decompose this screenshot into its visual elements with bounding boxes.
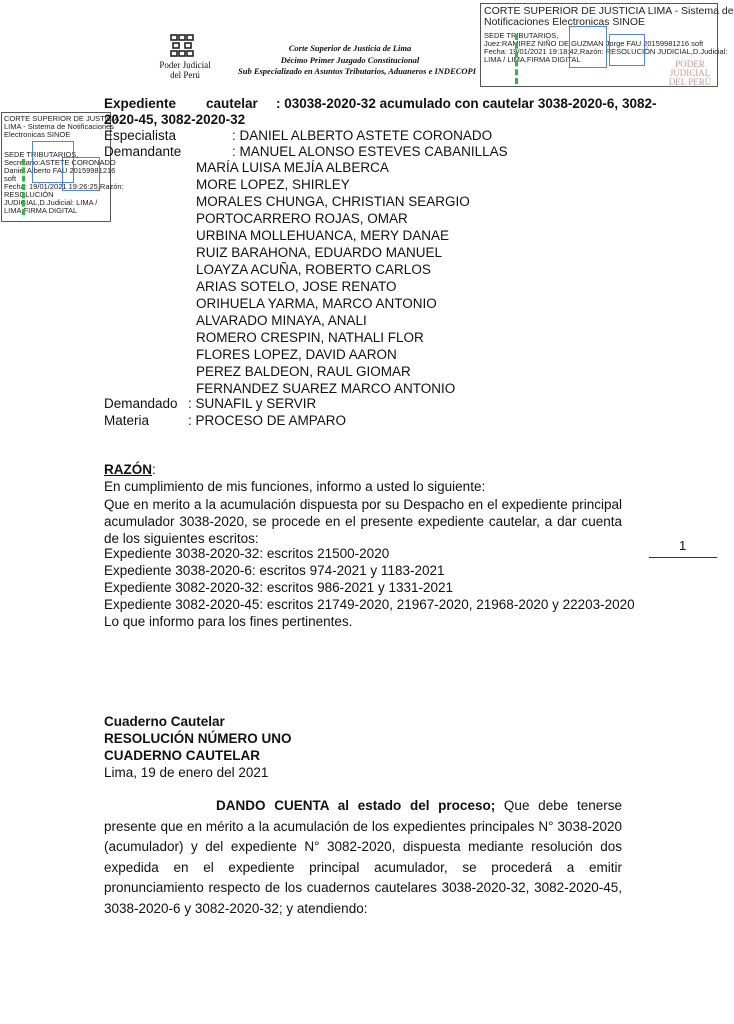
digital-signature-stamp-judge — [480, 3, 734, 87]
expediente-value-cont: 2020-45, 3082-2020-32 — [104, 112, 246, 127]
razon-item: Expediente 3038-2020-32: escritos 21500-2020 — [104, 546, 390, 561]
materia-value: : PROCESO DE AMPARO — [188, 413, 347, 428]
resolucion-lead: DANDO CUENTA al estado del proceso; — [216, 798, 496, 813]
cuaderno-label: Cuaderno Cautelar — [104, 714, 225, 729]
stamp-line1: CORTE SUPERIOR DE JUSTICIA LIMA - Sistema de — [484, 5, 734, 17]
list-item: MARÍA LUISA MEJÍA ALBERCA — [196, 160, 389, 175]
resolucion-title: RESOLUCIÓN NÚMERO UNO — [104, 731, 292, 746]
court-subdivision: Sub Especializado en Asuntos Tributarios, Aduaneros e INDECOPI — [238, 66, 477, 76]
stamp-watermark-text: PODER JUDICIAL DEL PERÚ — [668, 59, 712, 87]
stamp-left-line5: Secretario:ASTETE CORONADO — [4, 158, 116, 167]
razon-intro: En cumplimiento de mis funciones, informo a usted lo siguiente: — [104, 479, 486, 494]
stamp-line5: Fecha: 19/01/2021 19:18:42,Razón: RESOLUCIÓN JUDICIAL,D.Judicial: — [484, 47, 728, 56]
court-name: Corte Superior de Justicia de Lima — [288, 43, 412, 53]
list-item: MORALES CHUNGA, CHRISTIAN SEARGIO — [196, 194, 470, 209]
list-item: PORTOCARRERO ROJAS, OMAR — [196, 211, 408, 226]
resolucion-body — [104, 796, 622, 919]
list-item: RUIZ BARAHONA, EDUARDO MANUEL — [196, 245, 443, 260]
stamp-left-line2: LIMA - Sistema de Notificaciones — [4, 122, 115, 131]
list-item: URBINA MOLLEHUANCA, MERY DANAE — [196, 228, 450, 243]
razon-colon: : — [152, 462, 156, 477]
poder-judicial-emblem-icon — [170, 34, 200, 58]
stamp-watermark-frame — [609, 34, 645, 66]
digital-signature-stamp-secretary — [1, 112, 124, 222]
stamp-left-line1: CORTE SUPERIOR DE JUSTICIA — [4, 114, 120, 123]
resolucion-body-text: Que debe tenerse presente que en mérito a la acumulación de los expedientes principales N° 3038-2020 (acumulador) y del expediente N° 3082-2020, dispuesta mediante resolución dos expedida en el expediente principal acumulador, se procederá a emitir pronunciamiento respecto de los cuadernos cautelares 3038-2020-32, 3082-2020-45, 3038-2020-6 y 3082-2020-32; y atendiendo: — [104, 798, 622, 916]
razon-item: Expediente 3038-2020-6: escritos 974-2021 y 1183-2021 — [104, 563, 445, 578]
demandado-value: : SUNAFIL y SERVIR — [188, 396, 317, 411]
demandado-label: Demandado — [104, 396, 178, 411]
court-division: Décimo Primer Juzgado Constitucional — [280, 55, 420, 65]
stamp-watermark-line — [22, 159, 25, 215]
especialista-value: : DANIEL ALBERTO ASTETE CORONADO — [232, 128, 493, 143]
stamp-left-line6: Daniel Alberto FAU 20159981216 — [4, 166, 116, 175]
list-item: ARIAS SOTELO, JOSE RENATO — [196, 279, 397, 294]
cuaderno-title: CUADERNO CAUTELAR — [104, 748, 260, 763]
stamp-left-line4: SEDE TRIBUTARIOS, — [4, 150, 79, 159]
list-item: FLORES LOPEZ, DAVID AARON — [196, 347, 397, 362]
stamp-watermark-frame — [62, 157, 100, 191]
logo-line2: del Perú — [170, 70, 200, 80]
stamp-left-line10: JUDICIAL,D.Judicial: LIMA / — [4, 198, 98, 207]
list-item: LOAYZA ACUÑA, ROBERTO CARLOS — [196, 262, 431, 277]
list-item: PEREZ BALDEON, RAUL GIOMAR — [196, 364, 411, 379]
stamp-watermark-frame — [569, 26, 607, 68]
list-item: FERNANDEZ SUAREZ MARCO ANTONIO — [196, 381, 456, 396]
especialista-label: Especialista — [104, 128, 177, 143]
stamp-line2: Notificaciones Electronicas SINOE — [484, 16, 646, 28]
demandante-value: : MANUEL ALONSO ESTEVES CABANILLAS — [232, 144, 508, 159]
razon-paragraph: Que en merito a la acumulación dispuesta por su Despacho en el expediente principal acumulador 3038-2020, se procede en el presente expediente cautelar, a dar cuenta de los siguientes escritos: — [104, 497, 622, 546]
poder-judicial-logo — [160, 34, 210, 82]
materia-label: Materia — [104, 413, 150, 428]
razon-closing: Lo que informo para los fines pertinentes. — [104, 614, 353, 629]
logo-line1: Poder Judicial — [159, 60, 211, 70]
stamp-left-line11: LIMA,FIRMA DIGITAL — [4, 206, 78, 215]
stamp-left-line3: Electronicas SINOE — [4, 130, 71, 139]
stamp-left-line9: RESOLUCIÓN — [4, 190, 54, 199]
resolucion-date: Lima, 19 de enero del 2021 — [104, 765, 269, 780]
stamp-line3: SEDE TRIBUTARIOS, — [484, 31, 559, 40]
expediente-label: Expediente cautelar — [104, 96, 258, 111]
expediente-value: : 03038-2020-32 acumulado con cautelar 3038-2020-6, 3082- — [276, 96, 657, 111]
stamp-watermark-line — [515, 34, 518, 84]
stamp-left-line7: soft — [4, 174, 17, 183]
razon-heading — [104, 462, 156, 478]
list-item: ORIHUELA YARMA, MARCO ANTONIO — [196, 296, 437, 311]
stamp-left-line8: Fecha: 19/01/2021 19:26:25,Razón: — [4, 182, 124, 191]
page-number: 1 — [679, 538, 687, 553]
page-number-rule — [649, 557, 717, 558]
list-item: ROMERO CRESPIN, NATHALI FLOR — [196, 330, 424, 345]
stamp-line6: LIMA / LIMA,FIRMA DIGITAL — [484, 55, 581, 64]
razon-item: Expediente 3082-2020-45: escritos 21749-2020, 21967-2020, 21968-2020 y 22203-2020 — [104, 597, 635, 612]
razon-title: RAZÓN — [104, 462, 152, 477]
stamp-line4: Juez:RAMIREZ NIÑO DE GUZMAN Jorge FAU 20159981216 soft — [484, 39, 704, 48]
demandante-label: Demandante — [104, 144, 182, 159]
list-item: MORE LOPEZ, SHIRLEY — [196, 177, 350, 192]
razon-item: Expediente 3082-2020-32: escritos 986-2021 y 1331-2021 — [104, 580, 454, 595]
list-item: ALVARADO MINAYA, ANALI — [196, 313, 367, 328]
